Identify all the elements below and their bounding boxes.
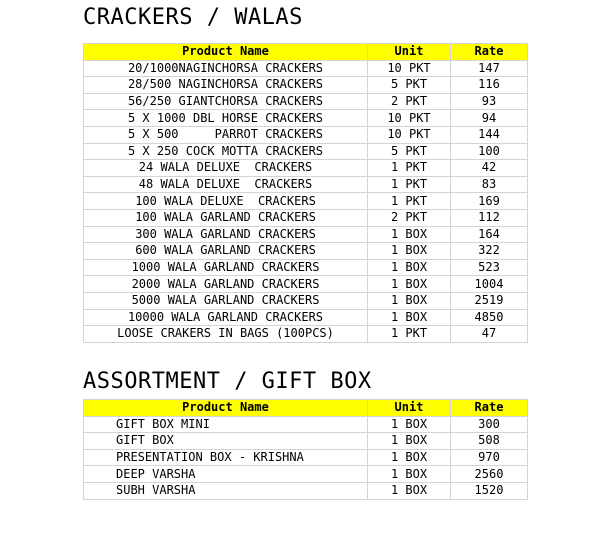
rate-cell: 116 xyxy=(451,77,528,94)
unit-cell: 5 PKT xyxy=(368,77,451,94)
unit-cell: 1 BOX xyxy=(368,292,451,309)
table-row xyxy=(84,309,528,326)
product-name-cell: 24 WALA DELUXE CRACKERS xyxy=(84,160,368,177)
rate-cell: 1004 xyxy=(451,276,528,293)
rate-cell: 42 xyxy=(451,160,528,177)
unit-cell: 1 BOX xyxy=(368,226,451,243)
product-name-cell: SUBH VARSHA xyxy=(84,482,368,499)
rate-cell: 169 xyxy=(451,193,528,210)
product-name-cell: 5000 WALA GARLAND CRACKERS xyxy=(84,292,368,309)
rate-cell: 93 xyxy=(451,93,528,110)
unit-cell: 2 PKT xyxy=(368,209,451,226)
table-row xyxy=(84,226,528,243)
unit-cell: 10 PKT xyxy=(368,126,451,143)
gift-box-price-table xyxy=(83,399,528,500)
rate-cell: 147 xyxy=(451,60,528,77)
column-header-product-name: Product Name xyxy=(84,44,368,61)
rate-cell: 523 xyxy=(451,259,528,276)
product-name-cell: PRESENTATION BOX - KRISHNA xyxy=(84,449,368,466)
unit-cell: 10 PKT xyxy=(368,110,451,127)
table-row xyxy=(84,482,528,499)
unit-cell: 1 PKT xyxy=(368,160,451,177)
product-name-cell: 10000 WALA GARLAND CRACKERS xyxy=(84,309,368,326)
column-header-unit: Unit xyxy=(368,400,451,417)
product-name-cell: 600 WALA GARLAND CRACKERS xyxy=(84,243,368,260)
table-row xyxy=(84,60,528,77)
product-name-cell: 28/500 NAGINCHORSA CRACKERS xyxy=(84,77,368,94)
rate-cell: 83 xyxy=(451,176,528,193)
table-row xyxy=(84,209,528,226)
table-row xyxy=(84,193,528,210)
unit-cell: 1 BOX xyxy=(368,243,451,260)
product-name-cell: 48 WALA DELUXE CRACKERS xyxy=(84,176,368,193)
unit-cell: 10 PKT xyxy=(368,60,451,77)
product-name-cell: 56/250 GIANTCHORSA CRACKERS xyxy=(84,93,368,110)
table-row xyxy=(84,243,528,260)
unit-cell: 1 BOX xyxy=(368,466,451,483)
section-title-assortment-gift-box: ASSORTMENT / GIFT BOX xyxy=(83,369,372,394)
unit-cell: 1 BOX xyxy=(368,259,451,276)
product-name-cell: 100 WALA DELUXE CRACKERS xyxy=(84,193,368,210)
rate-cell: 970 xyxy=(451,449,528,466)
rate-cell: 112 xyxy=(451,209,528,226)
table-row xyxy=(84,259,528,276)
unit-cell: 1 BOX xyxy=(368,433,451,450)
table-row xyxy=(84,126,528,143)
table-row xyxy=(84,93,528,110)
table-row xyxy=(84,110,528,127)
crackers-price-table xyxy=(83,43,528,343)
column-header-rate: Rate xyxy=(451,400,528,417)
unit-cell: 5 PKT xyxy=(368,143,451,160)
unit-cell: 1 PKT xyxy=(368,176,451,193)
rate-cell: 47 xyxy=(451,326,528,343)
rate-cell: 100 xyxy=(451,143,528,160)
rate-cell: 94 xyxy=(451,110,528,127)
table-row xyxy=(84,160,528,177)
unit-cell: 1 BOX xyxy=(368,449,451,466)
table-row xyxy=(84,326,528,343)
table-header-row xyxy=(84,400,528,417)
unit-cell: 1 PKT xyxy=(368,193,451,210)
unit-cell: 1 PKT xyxy=(368,326,451,343)
product-name-cell: 5 X 1000 DBL HORSE CRACKERS xyxy=(84,110,368,127)
unit-cell: 1 BOX xyxy=(368,309,451,326)
rate-cell: 164 xyxy=(451,226,528,243)
product-name-cell: 5 X 500 PARROT CRACKERS xyxy=(84,126,368,143)
product-name-cell: 1000 WALA GARLAND CRACKERS xyxy=(84,259,368,276)
unit-cell: 1 BOX xyxy=(368,482,451,499)
rate-cell: 508 xyxy=(451,433,528,450)
table-row xyxy=(84,433,528,450)
unit-cell: 1 BOX xyxy=(368,276,451,293)
rate-cell: 322 xyxy=(451,243,528,260)
table-row xyxy=(84,449,528,466)
product-name-cell: 2000 WALA GARLAND CRACKERS xyxy=(84,276,368,293)
rate-cell: 300 xyxy=(451,416,528,433)
product-name-cell: 20/1000NAGINCHORSA CRACKERS xyxy=(84,60,368,77)
product-name-cell: LOOSE CRAKERS IN BAGS (100PCS) xyxy=(84,326,368,343)
rate-cell: 2560 xyxy=(451,466,528,483)
unit-cell: 2 PKT xyxy=(368,93,451,110)
table-row xyxy=(84,292,528,309)
section-title-crackers-walas: CRACKERS / WALAS xyxy=(83,5,303,30)
table-row xyxy=(84,77,528,94)
table-header-row xyxy=(84,44,528,61)
rate-cell: 4850 xyxy=(451,309,528,326)
product-name-cell: GIFT BOX xyxy=(84,433,368,450)
table-row xyxy=(84,466,528,483)
column-header-unit: Unit xyxy=(368,44,451,61)
product-name-cell: DEEP VARSHA xyxy=(84,466,368,483)
product-name-cell: 5 X 250 COCK MOTTA CRACKERS xyxy=(84,143,368,160)
product-name-cell: 100 WALA GARLAND CRACKERS xyxy=(84,209,368,226)
product-name-cell: 300 WALA GARLAND CRACKERS xyxy=(84,226,368,243)
table-row xyxy=(84,176,528,193)
column-header-product-name: Product Name xyxy=(84,400,368,417)
column-header-rate: Rate xyxy=(451,44,528,61)
rate-cell: 144 xyxy=(451,126,528,143)
table-row xyxy=(84,143,528,160)
unit-cell: 1 BOX xyxy=(368,416,451,433)
table-row xyxy=(84,416,528,433)
table-row xyxy=(84,276,528,293)
rate-cell: 2519 xyxy=(451,292,528,309)
product-name-cell: GIFT BOX MINI xyxy=(84,416,368,433)
rate-cell: 1520 xyxy=(451,482,528,499)
